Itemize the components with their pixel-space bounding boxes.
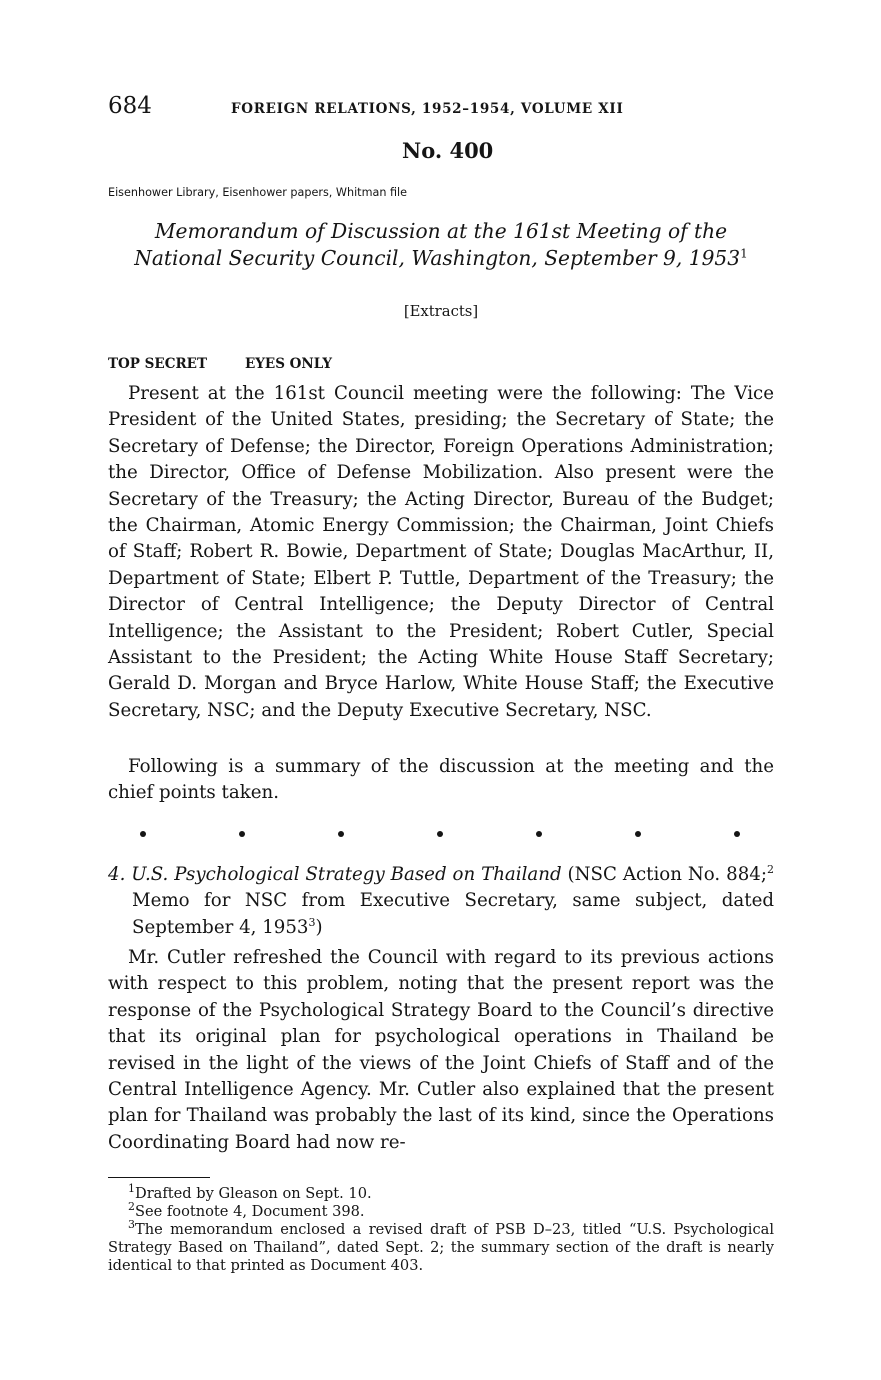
summary-intro-paragraph: Following is a summary of the discussion at the meeting and the chief points taken. <box>108 756 774 804</box>
footnote-text: See footnote 4, Document 398. <box>135 1203 365 1220</box>
omission-dot <box>239 831 245 837</box>
omission-dot <box>338 831 344 837</box>
footnote-text: Drafted by Gleason on Sept. 10. <box>135 1185 372 1202</box>
footnote-mark-3: 3 <box>308 915 316 929</box>
item-close-paren: ) <box>315 916 323 938</box>
title-text: Memorandum of Discussion at the 161st Meeting of the National Security Council, Washington, September 9, 1953 <box>134 219 741 270</box>
document-number: No. 400 <box>402 138 494 163</box>
footnote <box>108 1218 774 1275</box>
title-footnote-mark: 1 <box>740 246 748 261</box>
classification-line <box>108 356 332 372</box>
running-head: FOREIGN RELATIONS, 1952–1954, VOLUME XII <box>231 101 624 117</box>
agenda-item-4 <box>108 862 774 941</box>
omission-dot <box>536 831 542 837</box>
page-header <box>108 93 768 123</box>
footnote-mark-2: 2 <box>766 862 774 876</box>
classification-top-secret: TOP SECRET <box>108 356 207 372</box>
omission-dot <box>734 831 740 837</box>
omission-dot <box>140 831 146 837</box>
page-number: 684 <box>108 93 152 119</box>
omission-dot <box>635 831 641 837</box>
footnote-mark: 1 <box>128 1182 135 1196</box>
source-note: Eisenhower Library, Eisenhower papers, Whitman file <box>108 186 408 199</box>
item-number: 4. <box>108 864 126 885</box>
document-title <box>108 218 774 272</box>
item-subject: U.S. Psychological Strategy Based on Thailand <box>131 864 562 885</box>
omission-dots <box>140 819 740 837</box>
attendees-paragraph: Present at the 161st Council meeting were the following: The Vice President of the United States, presiding; the Secretary of State; the Secretary of Defense; the Director, Foreign Operations Administration; the Director, Office of Defense Mobilization. Also present were the Secretary of the Treasury; the Acting Director, Bureau of the Budget; the Chairman, Atomic Energy Commission; the Chairman, Joint Chiefs of Staff; Robert R. Bowie, Department of State; Douglas MacArthur, II, Department of State; Elbert P. Tuttle, Department of the Treasury; the Director of Central Intelligence; the Deputy Director of Central Intelligence; the Assistant to the President; Robert Cutler, Special Assistant to the President; the Acting White House Staff Secretary; Gerald D. Morgan and Bryce Harlow, White House Staff; the Executive Secretary, NSC; and the Deputy Executive Secretary, NSC. <box>108 383 774 721</box>
cutler-paragraph: Mr. Cutler refreshed the Council with regard to its previous actions with respect to this problem, noting that the present report was the response of the Psychological Strategy Board to the Council’s directive that its original plan for psychological operations in Thailand be revised in the light of the views of the Joint Chiefs of Staff and of the Central Intelligence Agency. Mr. Cutler also explained that the present plan for Thailand was probably the last of its kind, since the Operations Coordinating Board had now re- <box>108 947 774 1153</box>
footnote-mark: 3 <box>128 1218 135 1232</box>
footnote-mark: 2 <box>128 1200 135 1214</box>
classification-eyes-only: EYES ONLY <box>245 356 333 372</box>
item-reference-a: (NSC Action No. 884; <box>567 864 767 885</box>
footnote <box>108 1200 774 1221</box>
extracts-label: [Extracts] <box>403 303 479 320</box>
footnotes <box>108 1182 774 1275</box>
footnote-divider <box>108 1177 210 1178</box>
item-reference-b: Memo for NSC from Executive Secretary, same subject, dated September 4, 1953 <box>132 890 774 938</box>
footnote-text: The memorandum enclosed a revised draft of PSB D–23, titled “U.S. Psychological Strategy Based on Thailand”, dated Sept. 2; the summary section of the draft is nearly identical to that printed as Document 403. <box>108 1221 774 1274</box>
footnote <box>108 1182 774 1203</box>
omission-dot <box>437 831 443 837</box>
